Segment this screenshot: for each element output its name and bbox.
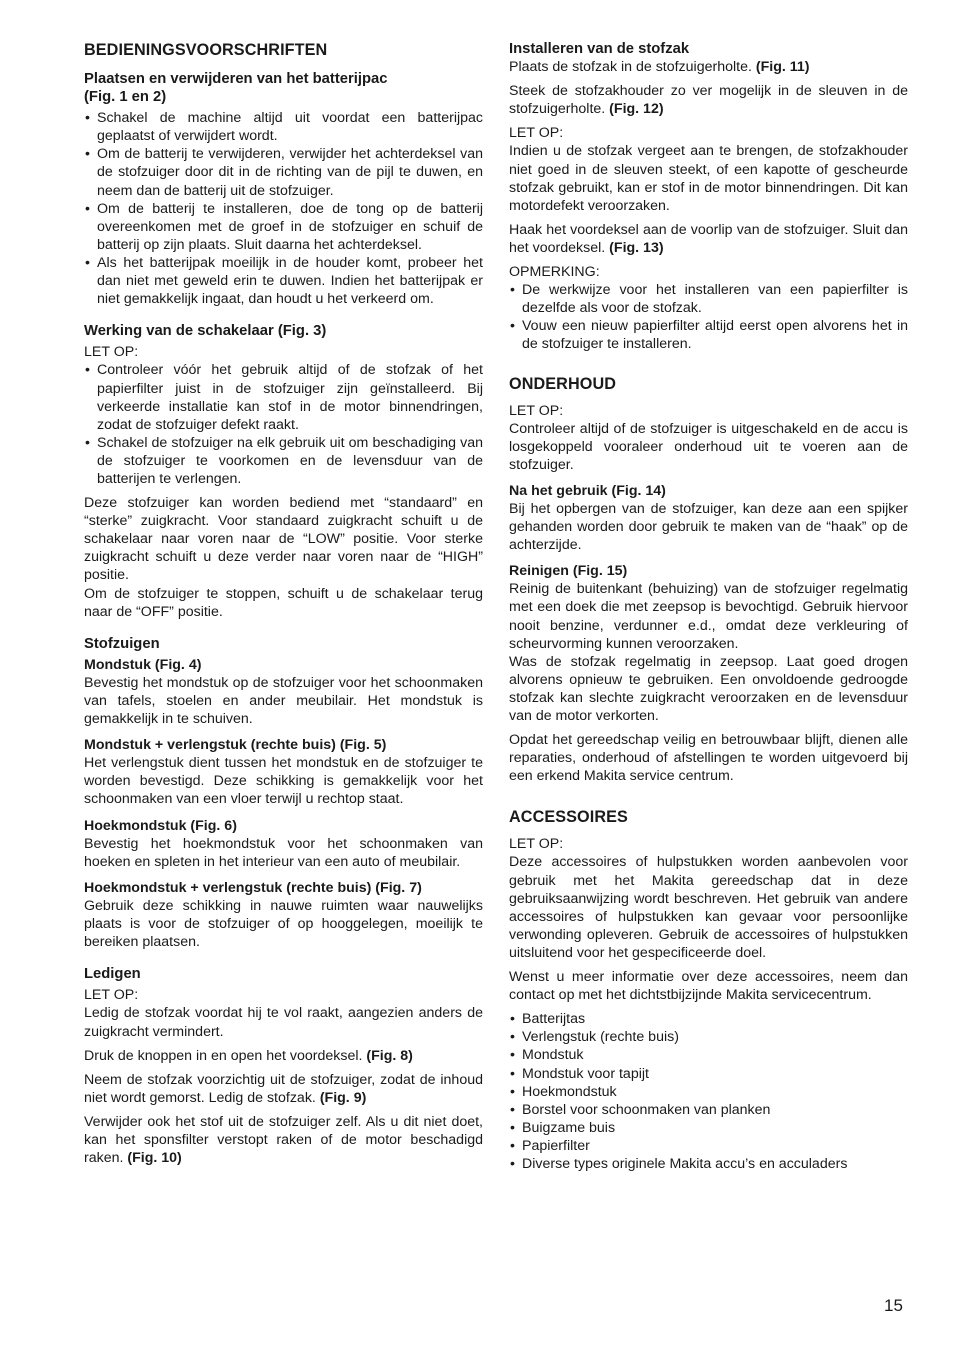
corner-nozzle-text: Bevestig het hoekmondstuk voor het schoonmaken van hoeken en spleten in het interieur van een auto of meubilair. <box>84 835 483 870</box>
switch-caution-label: LET OP: <box>84 344 139 361</box>
page-number: 15 <box>884 1296 903 1315</box>
battery-heading-line1: Plaatsen en verwijderen van het batterijpac <box>84 71 388 87</box>
accessories-list <box>509 1010 908 1173</box>
safety-text: Opdat het gereedschap veilig en betrouwbaar blijft, dienen alle reparaties, onderhoud of afstellingen te worden uitgevoerd bij een erkend Makita service centrum. <box>509 732 908 785</box>
list-item: • Vouw een nieuw papierfilter altijd eerst open alvorens het in de stofzuiger te installeren. <box>509 317 908 353</box>
accessories-caution-text: Deze accessoires of hulpstukken worden aanbevolen voor gebruik met het Makita gereedschap dat in deze gebruiksaanwijzing wordt beschreven. Het gebruik van andere accessoires of hulpstukken kan gevaar voor persoonlijke verwonding opleveren. Gebruik de accessoires of hulpstukken uitsluitend voor het gespecificeerde doel. <box>509 854 908 961</box>
switch-paragraph: Om de stofzuiger te stoppen, schuift u de schakelaar terug naar de “OFF” positie. <box>84 585 483 620</box>
cleaning-text: Reinig de buitenkant (behuizing) van de stofzuiger regelmatig met een doek die met zeepsop is bevochtigd. Gebruik hiervoor nooit benzine, verdunner e.d., omdat deze verkleuring of scheurvorming kunnen veroorzaken. <box>509 581 908 652</box>
battery-bullet-list <box>84 109 483 308</box>
install-bullet-list <box>509 281 908 353</box>
list-item: • Als het batterijpak moeilijk in de houder komt, probeer het dan niet met geweld erin te duwen. Indien het batterijpak er niet gemakkelijk ingaat, dan houdt u het verkeerd om. <box>84 254 483 308</box>
section-title-operation: BEDIENINGSVOORSCHRIFTEN <box>84 41 328 59</box>
emptying-caution-label: LET OP: <box>84 987 139 1004</box>
list-item: • Schakel de stofzuiger na elk gebruik uit om beschadiging van de stofzuiger te voorkomen en de levensduur van de batterijen te verlengen. <box>84 434 483 488</box>
list-item: • De werkwijze voor het installeren van een papierfilter is dezelfde als voor de stofzak. <box>509 281 908 317</box>
list-item: • Borstel voor schoonmaken van planken <box>509 1101 908 1119</box>
after-use-heading: Na het gebruik (Fig. 14) <box>509 482 666 499</box>
list-item: • Verlengstuk (rechte buis) <box>509 1028 908 1046</box>
install-caution-label: LET OP: <box>509 125 564 142</box>
switch-heading: Werking van de schakelaar (Fig. 3) <box>84 323 327 340</box>
emptying-step: Druk de knoppen in en open het voordeksel. (Fig. 8) <box>84 1047 413 1064</box>
list-item: • Mondstuk <box>509 1046 908 1064</box>
battery-heading <box>84 70 483 106</box>
section-title-maintenance: ONDERHOUD <box>509 374 617 393</box>
install-step: Plaats de stofzak in de stofzuigerholte. (Fig. 11) <box>509 59 810 76</box>
install-step: Haak het voordeksel aan de voorlip van de stofzuiger. Sluit dan het voordeksel. (Fig. 13) <box>509 221 908 256</box>
list-item: • Buigzame buis <box>509 1119 908 1137</box>
switch-bullet-list <box>84 361 483 488</box>
nozzle-extension-text: Het verlengstuk dient tussen het mondstuk en de stofzuiger te worden bevestigd. Deze schikking is gemakkelijk voor het schoonmaken van een vloer terwijl u rechtop staat. <box>84 755 483 808</box>
switch-paragraph: Deze stofzuiger kan worden bediend met “standaard” en “sterke” zuigkracht. Voor standaard zuigkracht schuift u de schakelaar naar voren naar de “LOW” positie. Voor sterke zuigkracht schuift u deze verder naar voren naar de “HIGH” positie. <box>84 495 483 584</box>
list-item: • Schakel de machine altijd uit voordat een batterijpac geplaatst of verwijdert wordt. <box>84 109 483 145</box>
nozzle-text: Bevestig het mondstuk op de stofzuiger voor het schoonmaken van tafels, stoelen en ander meubilair. Het mondstuk is gemakkelijk in te schuiven. <box>84 674 483 728</box>
list-item: • Controleer vóór het gebruik altijd of de stofzak of het papierfilter juist in de stofzuiger zijn geïnstalleerd. Bij verkeerde installatie kan stof in de motor binnendringen, zodat de stofzuiger defekt raakt. <box>84 361 483 433</box>
corner-nozzle-extension-text: Gebruik deze schikking in nauwe ruimten waar nauwelijks plaats is voor de stofzuiger of op hooggelegen, moeilijk te bereiken plaatsen. <box>84 897 483 951</box>
list-item: • Om de batterij te installeren, doe de tong op de batterij overeenkomen met de groef in de stofzuiger en schuif de batterij op zijn plaats. Sluit daarna het achterdeksel. <box>84 200 483 254</box>
nozzle-extension-heading: Mondstuk + verlengstuk (rechte buis) (Fig. 5) <box>84 737 387 754</box>
vacuuming-heading: Stofzuigen <box>84 635 160 652</box>
maintenance-caution-text: Controleer altijd of de stofzuiger is uitgeschakeld en de accu is losgekoppeld vooraleer onderhoud uit te voeren aan de stofzuiger. <box>509 420 908 473</box>
list-item: • Diverse types originele Makita accu’s en acculaders <box>509 1155 908 1173</box>
battery-heading-line2: (Fig. 1 en 2) <box>84 89 167 106</box>
accessories-info-text: Wenst u meer informatie over deze accessoires, neem dan contact op met het dichtstbijzijnde Makita servicecentrum. <box>509 969 908 1004</box>
emptying-step: Neem de stofzak voorzichtig uit de stofzuiger, zodat de inhoud niet wordt gemorst. Ledig de stofzak. (Fig. 9) <box>84 1071 483 1106</box>
cleaning-heading: Reinigen (Fig. 15) <box>509 563 628 580</box>
list-item: • Batterijtas <box>509 1010 908 1028</box>
nozzle-heading: Mondstuk (Fig. 4) <box>84 656 202 673</box>
install-remark-label: OPMERKING: <box>509 264 600 281</box>
list-item: • Om de batterij te verwijderen, verwijder het achterdeksel van de stofzuiger door dit in de richting van de pijl te duwen, en neem dan de batterij uit de stofzuiger. <box>84 145 483 199</box>
left-column <box>84 40 483 1173</box>
right-column <box>509 40 908 1179</box>
cleaning-text: Was de stofzak regelmatig in zeepsop. Laat goed drogen alvorens opnieuw te gebruiken. Een onvoldoende gedroogde stofzak kan slechte zuigkracht veroorzaken en de levensduur van de motor verkorten. <box>509 653 908 724</box>
install-caution-text: Indien u de stofzak vergeet aan te brengen, de stofzakhouder niet goed in de sleuven steekt, of een kapotte of gescheurde stofzak gebruikt, kan er stof in de motor binnendringen. Dit kan motordefekt veroorzaken. <box>509 143 908 214</box>
emptying-heading: Ledigen <box>84 966 141 983</box>
list-item: • Hoekmondstuk <box>509 1083 908 1101</box>
install-step: Steek de stofzakhouder zo ver mogelijk in de sleuven in de stofzuigerholte. (Fig. 12) <box>509 83 908 118</box>
accessories-caution-label: LET OP: <box>509 836 564 853</box>
list-item: • Mondstuk voor tapijt <box>509 1065 908 1083</box>
after-use-text: Bij het opbergen van de stofzuiger, kan deze aan een spijker gehanden worden door gebruik te maken van de “haak” op de achterzijde. <box>509 500 908 554</box>
corner-nozzle-heading: Hoekmondstuk (Fig. 6) <box>84 817 237 834</box>
list-item: • Papierfilter <box>509 1137 908 1155</box>
emptying-caution-text: Ledig de stofzak voordat hij te vol raakt, aangezien anders de zuigkracht vermindert. <box>84 1005 483 1040</box>
corner-nozzle-extension-heading: Hoekmondstuk + verlengstuk (rechte buis) (Fig. 7) <box>84 879 422 896</box>
emptying-step: Verwijder ook het stof uit de stofzuiger zelf. Als u dit niet doet, kan het sponsfilter verstopt raken of de motor beschadigd raken. (Fig. 10) <box>84 1113 483 1167</box>
maintenance-caution-label: LET OP: <box>509 402 564 419</box>
install-dustbag-heading: Installeren van de stofzak <box>509 41 690 57</box>
section-title-accessories: ACCESSOIRES <box>509 808 628 827</box>
